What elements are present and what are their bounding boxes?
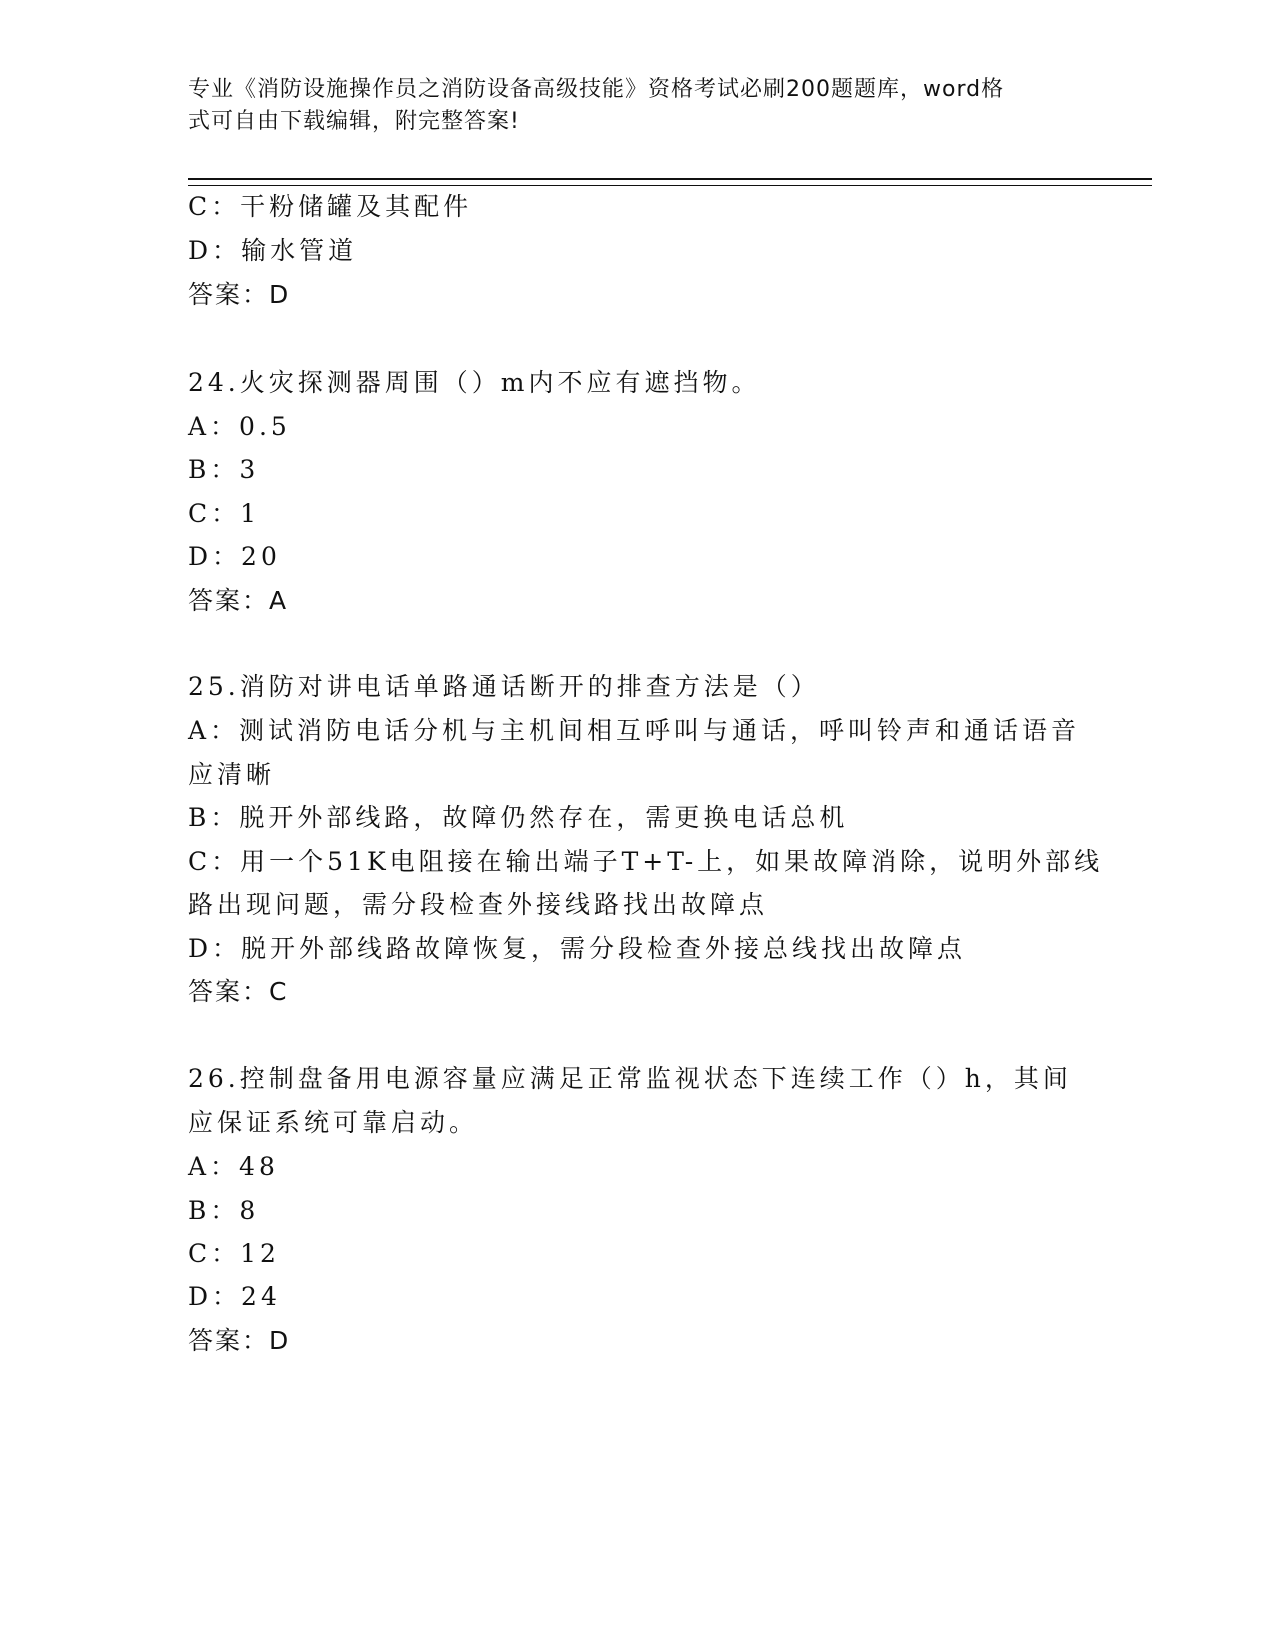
question-24-option-d: D：20 (188, 542, 281, 571)
question-24-stem: 24.火灾探测器周围（）m内不应有遮挡物。 (188, 368, 761, 397)
question-26-option-b: B：8 (188, 1196, 260, 1225)
question-25-option-d: D：脱开外部线路故障恢复，需分段检查外接总线找出故障点 (188, 934, 967, 963)
question-26-answer: 答案：D (188, 1326, 291, 1355)
header-line-2: 式可自由下载编辑，附完整答案! (188, 109, 520, 134)
question-24-option-a: A：0.5 (188, 412, 291, 441)
question-25-answer: 答案：C (188, 977, 289, 1006)
question-26-stem-cont: 应保证系统可靠启动。 (188, 1108, 479, 1137)
document-header (188, 74, 1088, 138)
question-26-option-d: D：24 (188, 1282, 281, 1311)
option-text: 输水管道 (241, 236, 358, 265)
question-25-option-c-cont: 路出现问题，需分段检查外接线路找出故障点 (188, 890, 769, 919)
question-25-option-a-cont: 应清晰 (188, 760, 276, 789)
question-25-option-a: A：测试消防电话分机与主机间相互呼叫与通话，呼叫铃声和通话语音 (188, 716, 1081, 745)
question-25-stem: 25.消防对讲电话单路通话断开的排查方法是（） (188, 672, 820, 701)
question-26-stem: 26.控制盘备用电源容量应满足正常监视状态下连续工作（）h，其间 (188, 1064, 1072, 1093)
question-25-option-c: C：用一个51K电阻接在输出端子T+T-上，如果故障消除，说明外部线 (188, 847, 1104, 876)
question-24-option-c: C：1 (188, 499, 261, 528)
question-26-option-c: C：12 (188, 1239, 280, 1268)
option-label: D (188, 236, 213, 265)
option-text: 干粉储罐及其配件 (240, 192, 473, 221)
prev-option-d: D：输水管道 (188, 236, 358, 265)
question-24-option-b: B：3 (188, 455, 260, 484)
option-label: C (188, 192, 212, 221)
prev-answer: 答案：D (188, 280, 291, 309)
prev-option-c: C：干粉储罐及其配件 (188, 192, 473, 221)
header-divider (188, 178, 1152, 186)
question-25-option-b: B：脱开外部线路，故障仍然存在，需更换电话总机 (188, 803, 849, 832)
question-26-option-a: A：48 (188, 1152, 279, 1181)
header-line-1: 专业《消防设施操作员之消防设备高级技能》资格考试必刷200题题库，word格 (188, 77, 1005, 102)
question-24-answer: 答案：A (188, 586, 289, 615)
